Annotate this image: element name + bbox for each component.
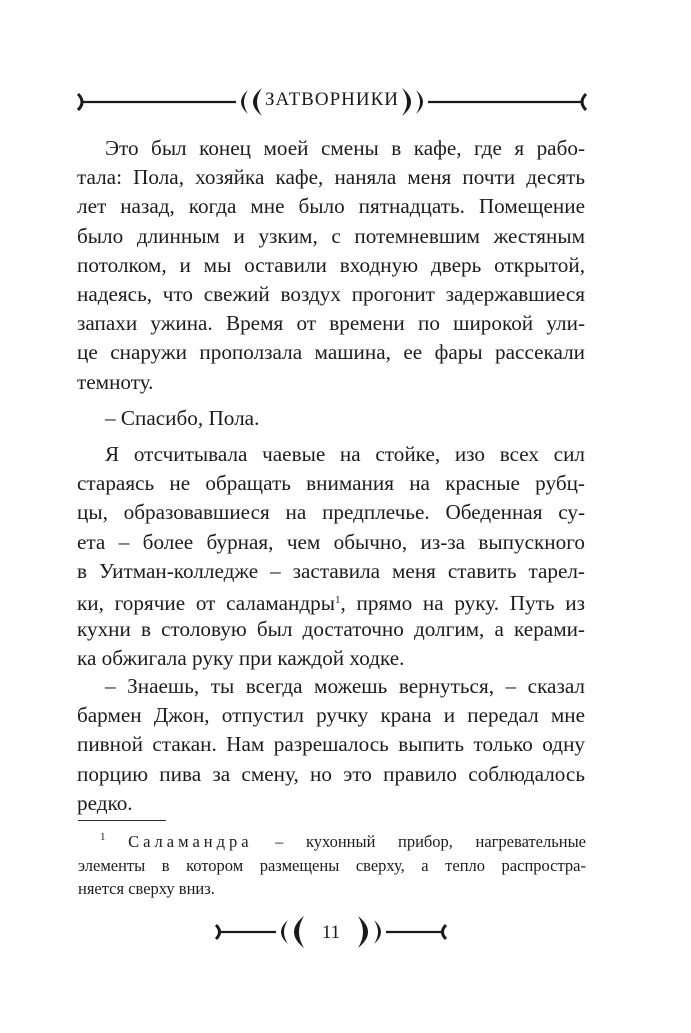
- text-fragment: ки, горячие от саламандры: [77, 590, 335, 615]
- footnote-marker: 1: [100, 831, 106, 843]
- footnote-line: [78, 826, 586, 854]
- text-line: темноту.: [77, 369, 154, 394]
- paragraph-3: [77, 440, 585, 674]
- paragraph-2: [105, 404, 585, 433]
- paragraph-1: [77, 134, 585, 397]
- footnote-line: няется сверху вниз.: [78, 879, 215, 898]
- text-line: тала: Пола, хозяйка кафе, наняла меня почти десять: [77, 165, 585, 190]
- footnote-term: Саламандра: [128, 832, 253, 851]
- text-line: потолком, и мы оставили входную дверь открытой,: [77, 252, 585, 277]
- text-line: – Спасибо, Пола.: [105, 406, 260, 430]
- text-line: ка обжигала руку при каждой ходке.: [77, 646, 405, 671]
- paragraph-4: [77, 672, 585, 818]
- text-fragment: , прямо на руку. Путь из: [340, 590, 585, 615]
- footnote-divider: [78, 820, 166, 821]
- text-line: ета – более бурная, чем обычно, из-за выпускного: [77, 529, 585, 554]
- footnote-reference[interactable]: 1: [335, 593, 341, 606]
- footnote: [78, 826, 586, 901]
- page-number: 11: [321, 922, 341, 943]
- footnote-text: – кухонный прибор, нагревательные: [252, 832, 586, 851]
- text-line: запахи ужина. Время от времени по широкой ули-: [77, 311, 585, 336]
- text-line: Я отсчитывала чаевые на стойке, изо всех сил: [105, 442, 585, 466]
- text-line: стараясь не обращать внимания на красные рубц-: [77, 471, 585, 496]
- text-line: порцию пива за смену, но это правило соблюдалось: [77, 761, 585, 786]
- text-line: лет назад, когда мне было пятнадцать. Помещение: [77, 194, 585, 219]
- text-line-with-footnote: [77, 586, 585, 615]
- running-title: ЗАТВОРНИКИ: [265, 89, 399, 110]
- text-line: бармен Джон, отпустил ручку крана и передал мне: [77, 703, 585, 728]
- text-line: редко.: [77, 790, 133, 815]
- text-line: кухни в столовую был достаточно долгим, а керами-: [77, 617, 585, 642]
- text-line: це снаружи проползала машина, ее фары рассекали: [77, 340, 585, 365]
- text-line: – Знаешь, ты всегда можешь вернуться, – сказал: [105, 674, 585, 698]
- text-line: было длинным и узким, с потемневшим жестяным: [77, 223, 585, 248]
- text-line: Это был конец моей смены в кафе, где я рабо-: [105, 136, 585, 160]
- footnote-line: элементы в котором размещены сверху, а тепло распростра-: [78, 855, 586, 875]
- running-header: [76, 84, 588, 120]
- text-line: пивной стакан. Нам разрешалось выпить только одну: [77, 732, 585, 757]
- text-line: надеясь, что свежий воздух прогонит задержавшиеся: [77, 281, 585, 306]
- page-footer: [212, 912, 450, 952]
- text-line: в Уитман-колледже – заставила меня ставить тарел-: [77, 558, 585, 583]
- text-line: цы, образовавшиеся на предплечье. Обеденная су-: [77, 500, 585, 525]
